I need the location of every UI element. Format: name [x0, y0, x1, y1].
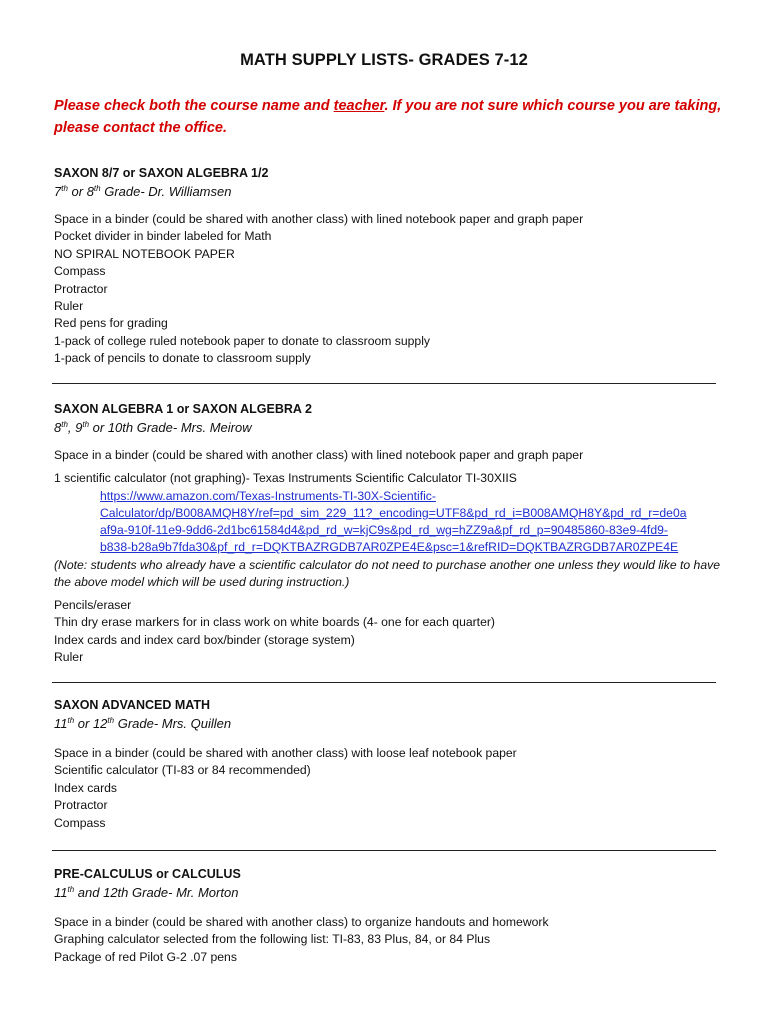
supply-list — [54, 470, 517, 487]
list-item: Ruler — [54, 299, 84, 314]
list-item: Protractor — [54, 281, 108, 296]
supply-list — [54, 447, 583, 464]
section-title-advanced-math: SAXON ADVANCED MATH — [54, 698, 211, 712]
list-item: Space in a binder (could be shared with another class) with lined notebook paper and graph paper — [54, 212, 584, 226]
section-title-calculus: PRE-CALCULUS or CALCULUS — [54, 867, 241, 881]
list-item: Package of red Pilot G-2 .07 pens — [54, 949, 237, 964]
link-line[interactable]: b838-b28a9b7fda30&pf_rd_r=DQKTBAZRGDB7AR0ZPE4E&psc=1&refRID=DQKTBAZRGDB7AR0ZPE4E — [100, 540, 679, 554]
section-grade-teacher: 7th or 8th Grade- Dr. Williamsen — [54, 184, 232, 199]
notice-text-end: . If you are not sure which course you are taking, please contact the office. — [54, 98, 722, 136]
section-divider — [52, 850, 716, 851]
supply-list — [54, 211, 583, 368]
list-item: 1-pack of pencils to donate to classroom supply — [54, 351, 311, 366]
section-divider — [52, 682, 716, 683]
list-item: Ruler — [54, 650, 84, 665]
list-item: Space in a binder (could be shared with another class) with loose leaf notebook paper — [54, 746, 517, 760]
list-item: Protractor — [54, 798, 108, 813]
list-item: Space in a binder (could be shared with another class) with lined notebook paper and graph paper — [54, 448, 584, 462]
list-item: Thin dry erase markers for in class work on white boards (4- one for each quarter) — [54, 615, 495, 630]
supply-list — [54, 597, 495, 667]
list-item: 1-pack of college ruled notebook paper to donate to classroom supply — [54, 333, 431, 348]
notice-text-start: Please check both the course name and — [54, 98, 334, 114]
list-item: Compass — [54, 264, 106, 279]
link-line[interactable]: https://www.amazon.com/Texas-Instruments-TI-30X-Scientific- — [100, 489, 436, 503]
amazon-calculator-link[interactable] — [100, 488, 712, 556]
section-divider — [52, 383, 716, 384]
list-item: Graphing calculator selected from the following list: TI-83, 83 Plus, 84, or 84 Plus — [54, 932, 491, 947]
list-item: Compass — [54, 815, 106, 830]
section-grade-teacher: 11th and 12th Grade- Mr. Morton — [54, 885, 239, 900]
section-title-saxon-87: SAXON 8/7 or SAXON ALGEBRA 1/2 — [54, 166, 269, 180]
section-title-saxon-algebra: SAXON ALGEBRA 1 or SAXON ALGEBRA 2 — [54, 402, 312, 416]
office-notice — [54, 95, 724, 139]
list-item: Red pens for grading — [54, 316, 168, 331]
link-line[interactable]: Calculator/dp/B008AMQH8Y/ref=pd_sim_229_11?_encoding=UTF8&pd_rd_i=B008AMQH8Y&pd_rd_r=de0a — [100, 506, 687, 520]
list-item: Index cards and index card box/binder (storage system) — [54, 632, 355, 647]
list-item: NO SPIRAL NOTEBOOK PAPER — [54, 246, 235, 261]
list-item: Pencils/eraser — [54, 598, 132, 612]
notice-teacher-emphasis: teacher — [333, 98, 385, 114]
section-grade-teacher: 11th or 12th Grade- Mrs. Quillen — [54, 716, 232, 731]
list-item: Index cards — [54, 780, 118, 795]
supply-list — [54, 745, 517, 832]
calculator-note: (Note: students who already have a scientific calculator do not need to purchase another one unless they would like to have the above model which will be used during instruction.) — [54, 558, 720, 589]
page-title: MATH SUPPLY LISTS- GRADES 7-12 — [240, 51, 528, 69]
link-line[interactable]: af9a-910f-11e9-9dd6-2d1bc61584d4&pd_rd_w=kjC9s&pd_rd_wg=hZZ9a&pf_rd_p=90485860-83e9-4fd9- — [100, 523, 668, 537]
supply-list — [54, 914, 549, 966]
section-grade-teacher: 8th, 9th or 10th Grade- Mrs. Meirow — [54, 420, 252, 435]
list-item: 1 scientific calculator (not graphing)- Texas Instruments Scientific Calculator TI-30XIIS — [54, 471, 517, 485]
list-item: Scientific calculator (TI-83 or 84 recommended) — [54, 763, 311, 778]
list-item: Pocket divider in binder labeled for Math — [54, 229, 272, 244]
list-item: Space in a binder (could be shared with another class) to organize handouts and homework — [54, 915, 549, 929]
